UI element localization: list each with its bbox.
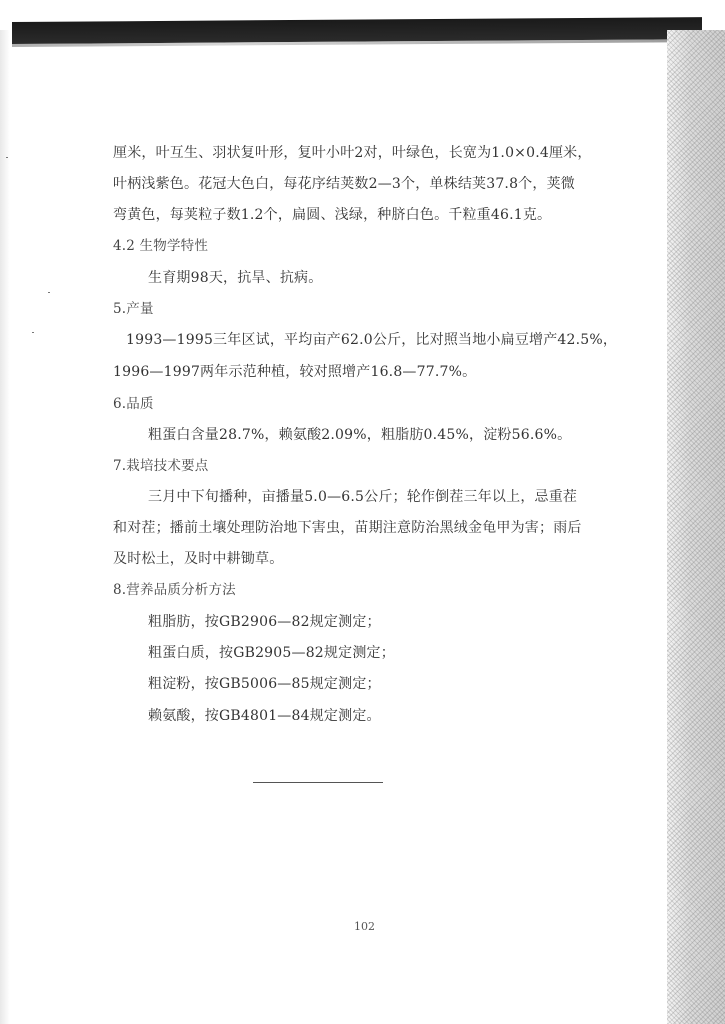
body-line: 1993—1995三年区试，平均亩产62.0公斤，比对照当地小扁豆增产42.5%， (126, 332, 618, 348)
body-line: 粗脂肪，按GB2906—82规定测定； (148, 614, 381, 630)
section-heading: 7.栽培技术要点 (113, 458, 209, 474)
body-line: 和对茬；播前土壤处理防治地下害虫，苗期注意防治黑绒金龟甲为害；雨后 (113, 520, 582, 536)
body-line: 厘米，叶互生、羽状复叶形，复叶小叶2对，叶绿色，长宽为1.0×0.4厘米， (113, 145, 592, 161)
body-line: 生育期98天，抗旱、抗病。 (148, 270, 323, 286)
body-line: 三月中下旬播种，亩播量5.0—6.5公斤；轮作倒茬三年以上，忌重茬 (148, 489, 578, 505)
body-line: 及时松土，及时中耕锄草。 (113, 551, 284, 567)
scan-top-shadow (12, 17, 702, 44)
separator-line (253, 782, 383, 783)
body-line: 叶柄浅紫色。花冠大色白，每花序结荚数2—3个，单株结荚37.8个，荚微 (113, 176, 575, 192)
scan-speck (6, 157, 8, 158)
section-heading: 5.产量 (113, 301, 154, 317)
body-line: 1996—1997两年示范种植，较对照增产16.8—77.7%。 (113, 364, 477, 380)
scan-speck (48, 292, 50, 293)
body-line: 粗蛋白含量28.7%，赖氨酸2.09%，粗脂肪0.45%，淀粉56.6%。 (148, 427, 572, 443)
section-heading: 6.品质 (113, 396, 154, 412)
body-line: 粗蛋白质，按GB2905—82规定测定； (148, 645, 395, 661)
scan-speck (32, 332, 34, 333)
page-number: 102 (354, 920, 375, 933)
section-heading: 8.营养品质分析方法 (113, 582, 236, 598)
scan-right-edge (667, 30, 725, 1024)
section-heading: 4.2 生物学特性 (113, 238, 209, 254)
body-line: 粗淀粉，按GB5006—85规定测定； (148, 676, 381, 692)
body-line: 弯黄色，每荚粒子数1.2个，扁圆、浅绿，种脐白色。千粒重46.1克。 (113, 207, 552, 223)
scan-left-edge (0, 30, 10, 1024)
body-line: 赖氨酸，按GB4801—84规定测定。 (148, 708, 381, 724)
